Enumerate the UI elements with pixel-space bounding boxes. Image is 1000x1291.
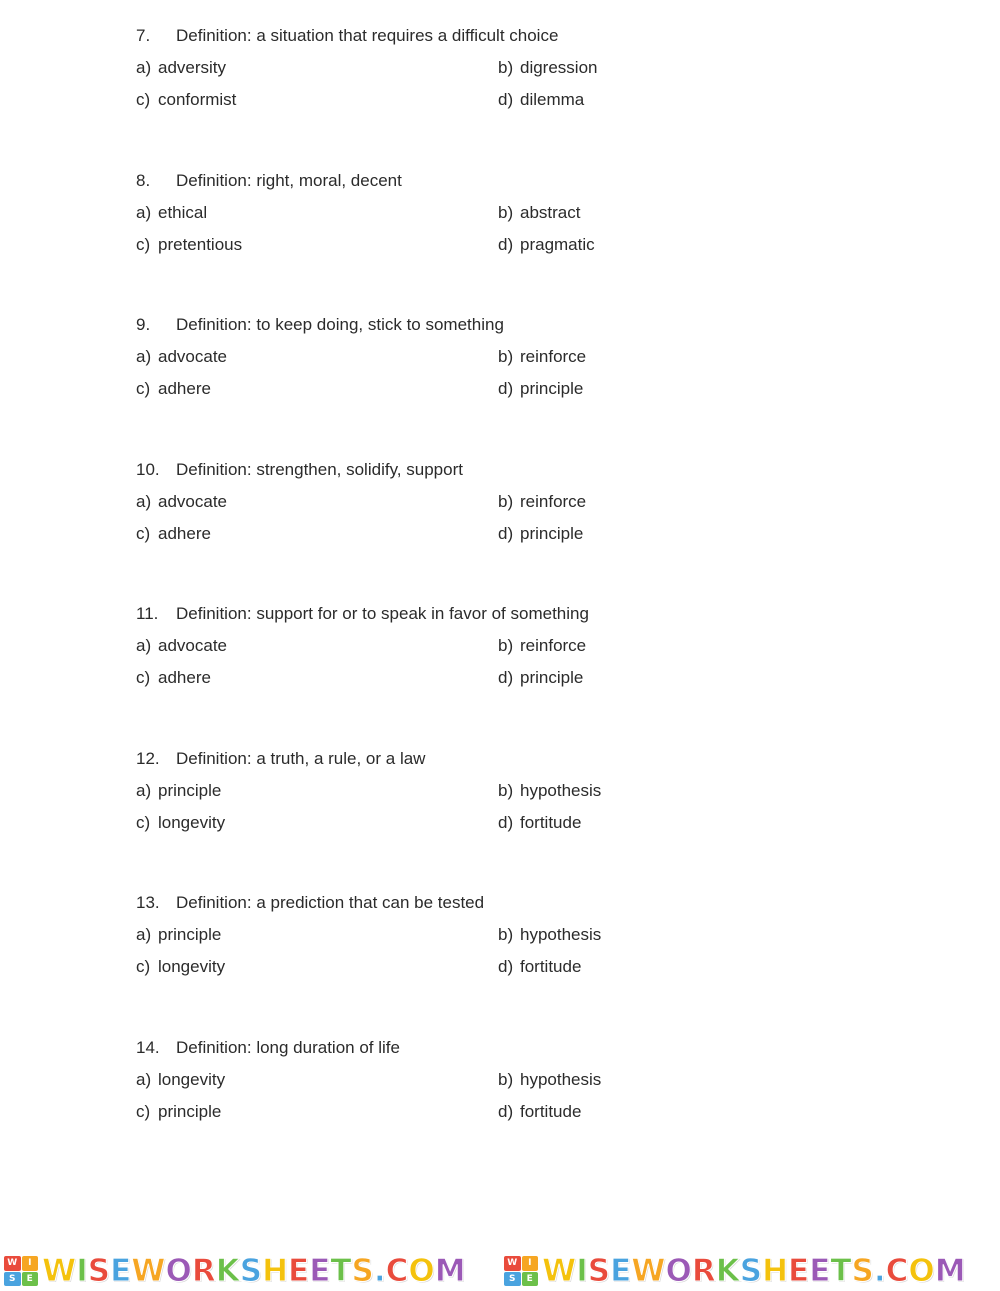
option-letter: a) [136, 203, 152, 222]
options-row [136, 956, 856, 978]
answer-option [136, 492, 498, 512]
logo-icon [504, 1256, 538, 1286]
question-block [136, 459, 856, 545]
answer-option [136, 379, 498, 399]
option-letter: a) [136, 347, 152, 366]
question-stem [136, 25, 856, 47]
option-text: principle [520, 668, 584, 687]
option-letter: b) [498, 781, 514, 800]
option-letter: a) [136, 781, 152, 800]
answer-option [498, 524, 583, 544]
option-text: longevity [158, 957, 226, 976]
option-letter: d) [498, 957, 514, 976]
option-letter: c) [136, 813, 151, 832]
question-number: 8. [136, 171, 151, 190]
option-text: adhere [158, 668, 211, 687]
answer-option [498, 379, 583, 399]
logo-letter: E [522, 1272, 539, 1287]
option-letter: d) [498, 524, 514, 543]
question-stem [136, 459, 856, 481]
brand-left [0, 1252, 500, 1290]
option-letter: c) [136, 1102, 151, 1121]
question-block [136, 170, 856, 256]
question-stem [136, 603, 856, 625]
options-row [136, 780, 856, 802]
option-text: principle [520, 524, 584, 543]
question-block [136, 1037, 856, 1123]
option-letter: c) [136, 957, 151, 976]
options-row [136, 346, 856, 368]
option-text: principle [158, 781, 222, 800]
question-definition: Definition: a prediction that can be tested [176, 893, 485, 912]
answer-option [136, 58, 498, 78]
answer-option [498, 90, 584, 110]
question-definition: Definition: to keep doing, stick to something [176, 315, 504, 334]
option-text: ethical [158, 203, 208, 222]
logo-icon [4, 1256, 38, 1286]
answer-option [136, 203, 498, 223]
option-letter: b) [498, 203, 514, 222]
brand-name: WISEWORKSHEETS.COM [542, 1253, 966, 1289]
option-letter: a) [136, 925, 152, 944]
option-letter: a) [136, 492, 152, 511]
question-number: 13. [136, 893, 160, 912]
question-block [136, 603, 856, 689]
answer-option [498, 203, 580, 223]
option-text: adversity [158, 58, 227, 77]
question-definition: Definition: a truth, a rule, or a law [176, 749, 426, 768]
option-text: reinforce [520, 347, 587, 366]
answer-option [136, 235, 498, 255]
question-number: 7. [136, 26, 151, 45]
question-block [136, 25, 856, 111]
options-row [136, 924, 856, 946]
option-text: principle [158, 1102, 222, 1121]
answer-option [498, 1102, 581, 1122]
option-letter: a) [136, 636, 152, 655]
answer-option [136, 925, 498, 945]
option-text: adhere [158, 524, 211, 543]
question-definition: Definition: long duration of life [176, 1038, 400, 1057]
question-block [136, 892, 856, 978]
question-stem [136, 170, 856, 192]
option-text: fortitude [520, 957, 582, 976]
option-text: fortitude [520, 813, 582, 832]
option-letter: d) [498, 235, 514, 254]
option-text: hypothesis [520, 925, 602, 944]
question-stem [136, 748, 856, 770]
answer-option [498, 636, 586, 656]
option-letter: c) [136, 235, 151, 254]
options-row [136, 491, 856, 513]
option-letter: b) [498, 1070, 514, 1089]
option-letter: c) [136, 379, 151, 398]
option-text: dilemma [520, 90, 585, 109]
option-text: fortitude [520, 1102, 582, 1121]
logo-letter: S [4, 1272, 21, 1287]
answer-option [498, 235, 595, 255]
brand-name: WISEWORKSHEETS.COM [42, 1253, 466, 1289]
option-letter: b) [498, 347, 514, 366]
options-row [136, 234, 856, 256]
answer-option [498, 347, 586, 367]
question-definition: Definition: support for or to speak in favor of something [176, 604, 589, 623]
question-number: 9. [136, 315, 151, 334]
option-text: longevity [158, 813, 226, 832]
answer-option [136, 347, 498, 367]
options-row [136, 202, 856, 224]
option-letter: d) [498, 90, 514, 109]
option-text: advocate [158, 347, 227, 366]
options-row [136, 57, 856, 79]
option-text: reinforce [520, 636, 587, 655]
option-letter: d) [498, 668, 514, 687]
option-text: hypothesis [520, 781, 602, 800]
options-row [136, 1101, 856, 1123]
question-stem [136, 1037, 856, 1059]
option-letter: c) [136, 90, 151, 109]
footer-banner [0, 1252, 1000, 1290]
answer-option [136, 957, 498, 977]
option-letter: a) [136, 1070, 152, 1089]
answer-option [136, 1102, 498, 1122]
option-text: longevity [158, 1070, 226, 1089]
question-definition: Definition: strengthen, solidify, support [176, 460, 463, 479]
question-definition: Definition: right, moral, decent [176, 171, 402, 190]
option-text: digression [520, 58, 598, 77]
question-block [136, 314, 856, 400]
option-text: adhere [158, 379, 211, 398]
answer-option [498, 668, 583, 688]
question-stem [136, 314, 856, 336]
answer-option [498, 781, 601, 801]
answer-option [136, 636, 498, 656]
logo-letter: W [504, 1256, 521, 1271]
option-letter: a) [136, 58, 152, 77]
option-text: reinforce [520, 492, 587, 511]
options-row [136, 89, 856, 111]
logo-letter: I [22, 1256, 39, 1271]
answer-option [498, 957, 581, 977]
question-number: 10. [136, 460, 160, 479]
option-text: advocate [158, 636, 227, 655]
option-letter: c) [136, 668, 151, 687]
logo-letter: W [4, 1256, 21, 1271]
answer-option [136, 90, 498, 110]
option-text: abstract [520, 203, 581, 222]
question-number: 11. [136, 604, 159, 623]
answer-option [498, 58, 598, 78]
option-letter: c) [136, 524, 151, 543]
answer-option [498, 925, 601, 945]
answer-option [136, 813, 498, 833]
answer-option [498, 492, 586, 512]
option-text: principle [158, 925, 222, 944]
answer-option [498, 813, 581, 833]
question-number: 12. [136, 749, 160, 768]
answer-option [498, 1070, 601, 1090]
option-text: pragmatic [520, 235, 595, 254]
option-letter: d) [498, 813, 514, 832]
option-text: conformist [158, 90, 237, 109]
question-stem [136, 892, 856, 914]
options-row [136, 1069, 856, 1091]
answer-option [136, 1070, 498, 1090]
question-number: 14. [136, 1038, 160, 1057]
option-letter: d) [498, 1102, 514, 1121]
logo-letter: E [22, 1272, 39, 1287]
answer-option [136, 781, 498, 801]
option-letter: b) [498, 636, 514, 655]
brand-right [500, 1252, 1000, 1290]
answer-option [136, 524, 498, 544]
option-letter: b) [498, 58, 514, 77]
option-text: advocate [158, 492, 227, 511]
logo-letter: S [504, 1272, 521, 1287]
options-row [136, 667, 856, 689]
option-letter: b) [498, 925, 514, 944]
logo-letter: I [522, 1256, 539, 1271]
option-letter: d) [498, 379, 514, 398]
answer-option [136, 668, 498, 688]
question-definition: Definition: a situation that requires a difficult choice [176, 26, 559, 45]
options-row [136, 378, 856, 400]
option-letter: b) [498, 492, 514, 511]
options-row [136, 523, 856, 545]
option-text: hypothesis [520, 1070, 602, 1089]
option-text: pretentious [158, 235, 243, 254]
options-row [136, 812, 856, 834]
options-row [136, 635, 856, 657]
option-text: principle [520, 379, 584, 398]
question-block [136, 748, 856, 834]
